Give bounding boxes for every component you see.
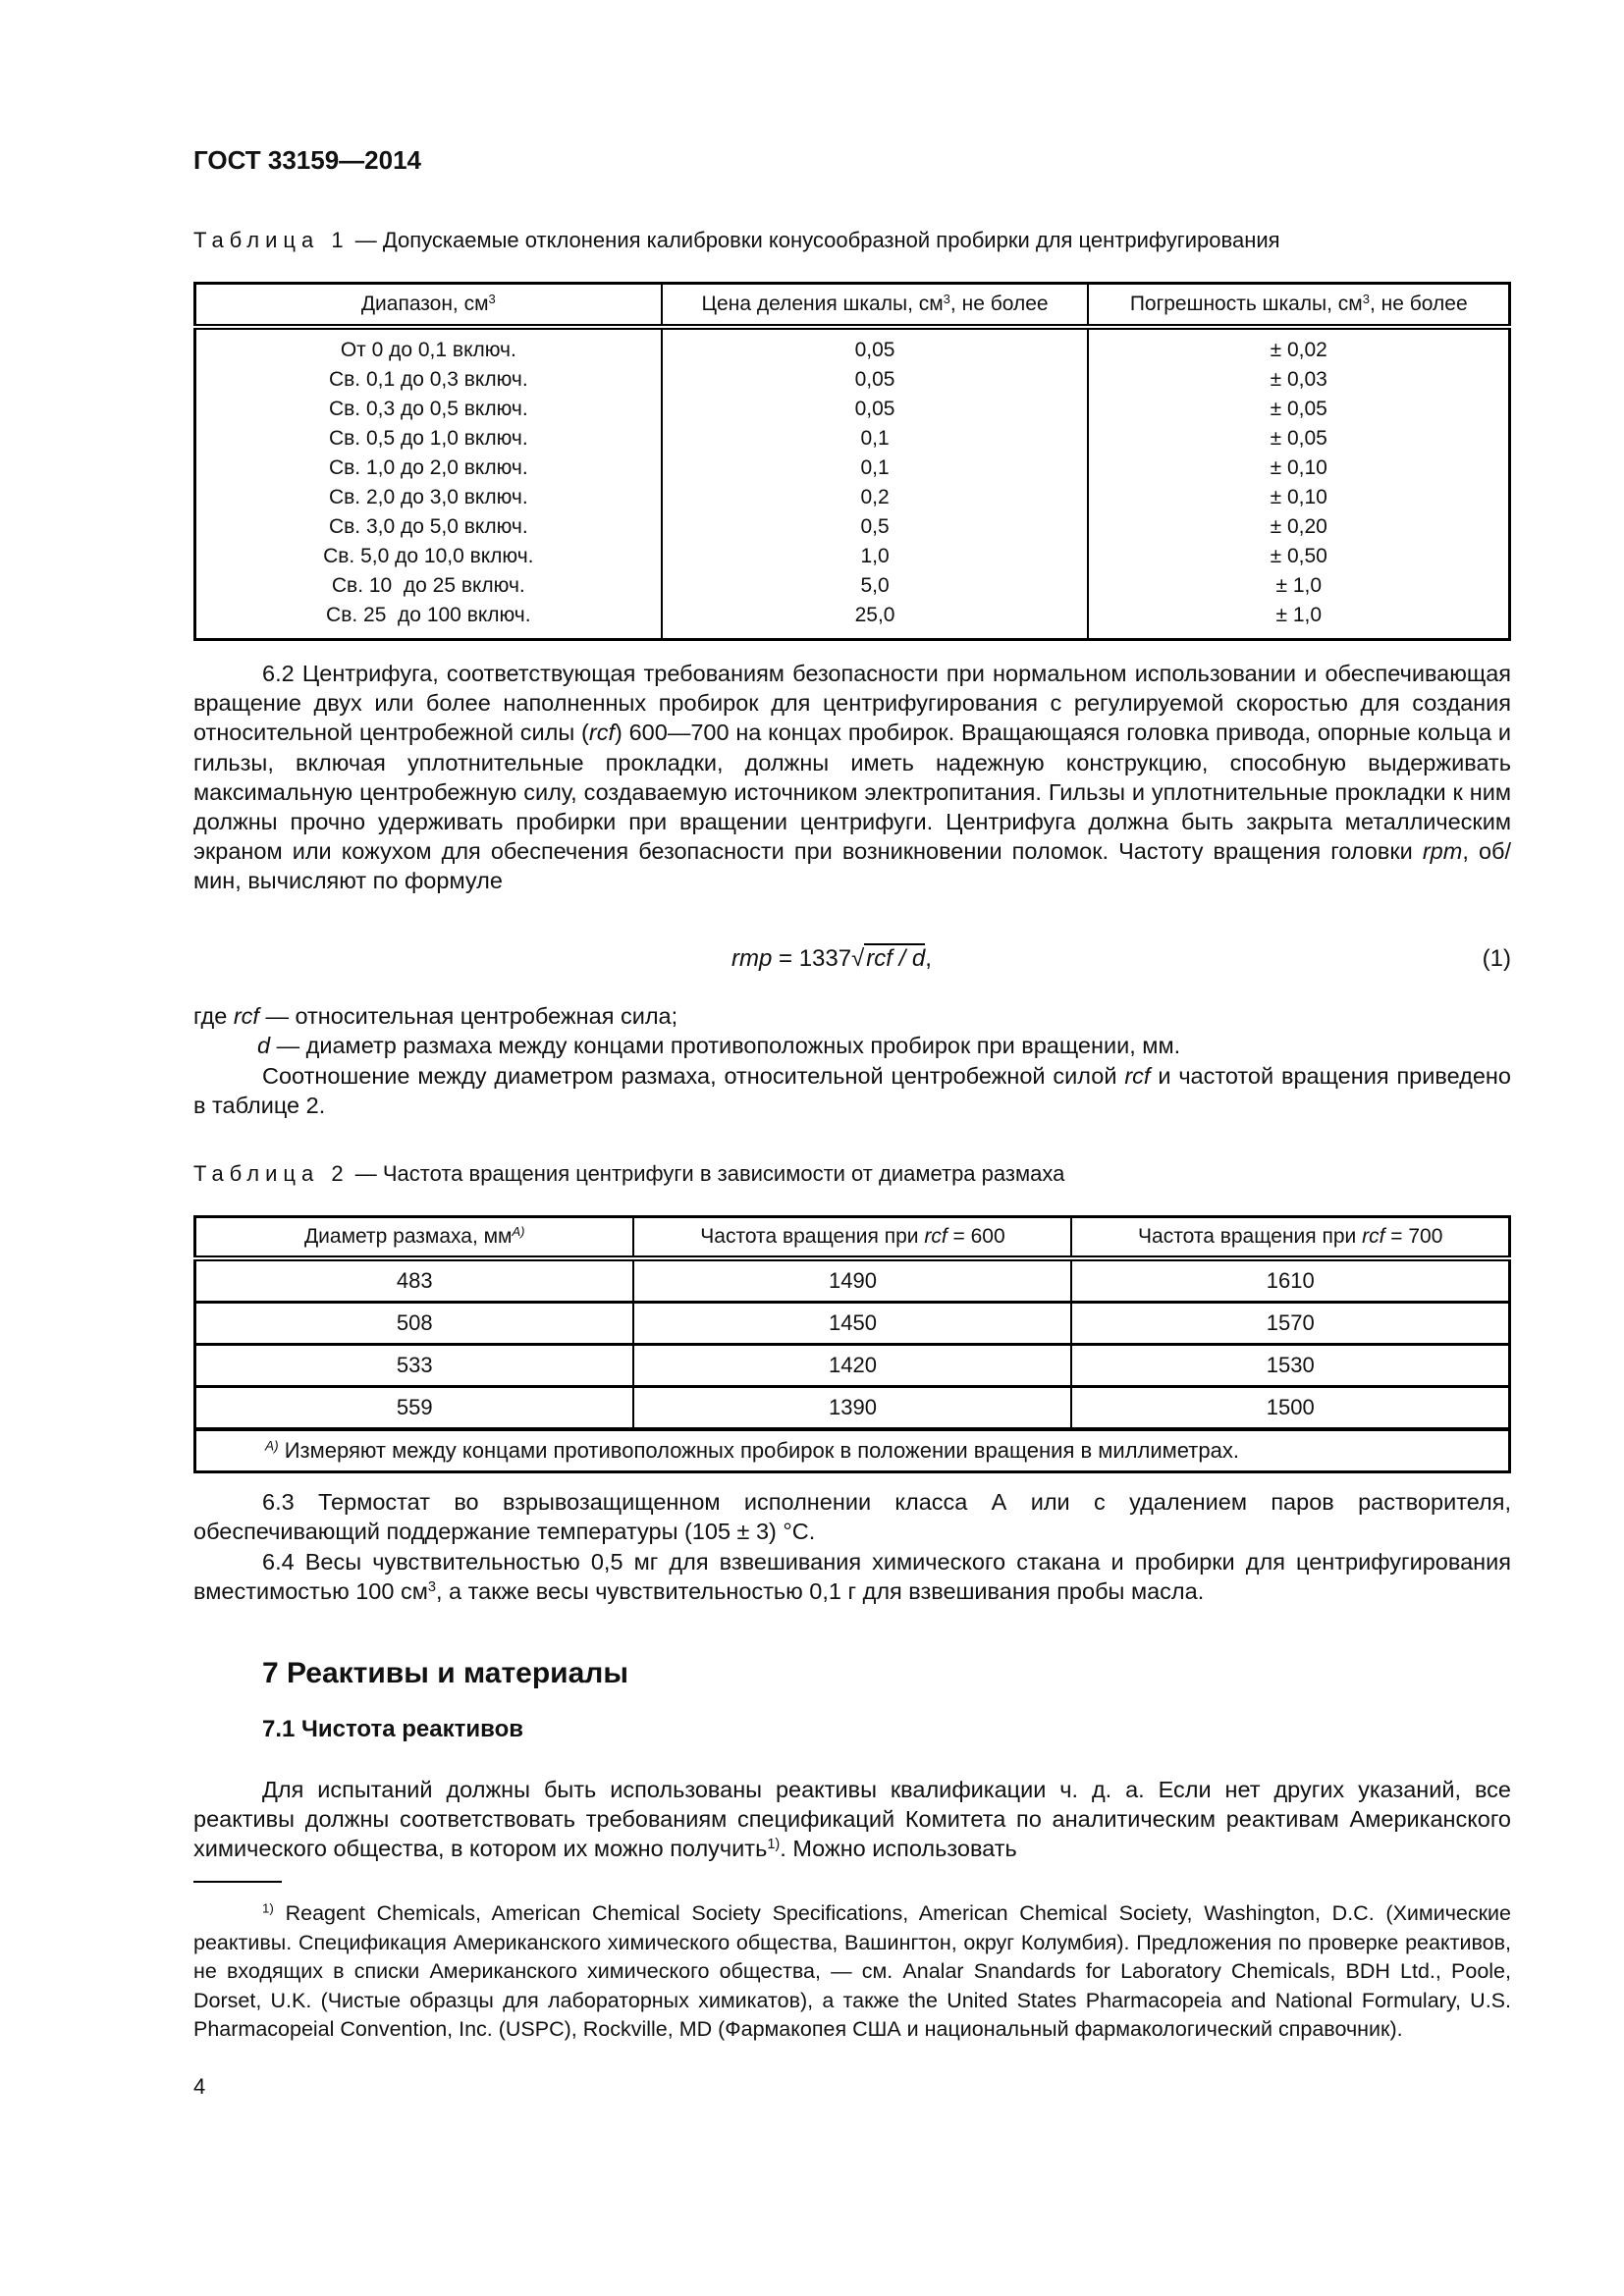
- table-cell: 1420: [633, 1345, 1071, 1387]
- table-cell: 483: [396, 1268, 433, 1293]
- paragraph-6-2: 6.2 Центрифуга, соответствующая требованиям безопасности при нормальном использовании и обеспечивающая вращение двух или более наполненных пробирок для центрифугирования с регулируемой скоростью для создания относительной центробежной силы (rcf) 600—700 на концах пробирок. Вращающаяся головка привода, опорные кольца и гильзы, включая уплотнительные прокладки, должны иметь надежную конструкцию, способную выдерживать максимальную центробежную силу, создаваемую источником электропитания. Гильзы и уплотнительные прокладки к ним должны прочно удерживать пробирки при вращении центрифуги. Центрифуга должна быть закрыта металлическим экраном или кожухом для обеспечения безопасности при возникновении поломок. Частоту вращения головки rpm, об/мин, вычисляют по формуле: [193, 661, 1512, 894]
- table2-caption: [193, 1161, 1064, 1187]
- table-cell: 533: [195, 1345, 634, 1387]
- page-number: 4: [193, 2074, 206, 2099]
- table-cell: Св. 3,0 до 5,0 включ.: [328, 515, 528, 538]
- section-7-1-heading: 7.1 Чистота реактивов: [262, 1716, 523, 1742]
- section-7-heading: 7 Реактивы и материалы: [262, 1657, 628, 1689]
- document-code: ГОСТ 33159—2014: [193, 145, 421, 175]
- table-cell: 25,0: [854, 604, 895, 626]
- table-cell: 0,05: [854, 368, 895, 391]
- paragraph-7-1: Для испытаний должны быть использованы реактивы квалификации ч. д. а. Если нет других указаний, все реактивы должны соответствовать требованиям спецификаций Комитета по аналитическим реактивам Американского химического общества, в котором их можно получить$^{1)}$. Можно использовать: [193, 1777, 1511, 1862]
- table-cell: 0,1: [860, 427, 890, 450]
- table2-caption-label: Таблица 2: [193, 1161, 350, 1186]
- table-cell: 1610: [1071, 1258, 1509, 1303]
- where-rcf: где rcf — относительная центробежная сила;: [193, 1003, 678, 1029]
- table-row: [195, 1345, 1510, 1387]
- table-cell: ± 0,10: [1270, 486, 1327, 508]
- table-cell: ± 0,03: [1270, 368, 1327, 391]
- table-cell: Св. 25 до 100 включ.: [326, 604, 531, 626]
- table-cell: Св. 2,0 до 3,0 включ.: [328, 486, 528, 508]
- calibration-tolerance-table: [193, 282, 1511, 641]
- range-column: [195, 327, 662, 640]
- table-row: [195, 1303, 1510, 1345]
- header-speed-700: Частота вращения при rcf = 700: [1071, 1217, 1509, 1259]
- header-range: Диапазон, $см^3$: [195, 284, 662, 328]
- formula-1: [193, 945, 1511, 985]
- table2-caption-text: — Частота вращения центрифуги в зависимости от диаметра размаха: [354, 1161, 1065, 1186]
- table-cell: 508: [195, 1303, 634, 1345]
- radicand: rcf / d: [866, 945, 926, 972]
- table-cell: ± 0,10: [1270, 456, 1327, 479]
- table-cell: Св. 5,0 до 10,0 включ.: [323, 545, 534, 567]
- table1-caption-text: — Допускаемые отклонения калибровки конусообразной пробирки для центрифугирования: [354, 228, 1280, 252]
- table-cell: От 0 до 0,1 включ.: [340, 339, 516, 361]
- sqrt-symbol: √: [851, 945, 865, 972]
- table-cell: 1390: [633, 1387, 1071, 1430]
- table-row: [195, 1387, 1510, 1430]
- paragraph-ratio: Соотношение между диаметром размаха, относительной центробежной силой rcf и частотой вращения приведено в таблице 2.: [193, 1063, 1511, 1119]
- table-cell: 0,1: [860, 456, 890, 479]
- table-cell: 1530: [1071, 1345, 1509, 1387]
- table-cell: 1450: [633, 1303, 1071, 1345]
- table-cell: ± 1,0: [1275, 574, 1323, 597]
- table-cell: ± 0,20: [1270, 515, 1327, 538]
- table-cell: Св. 0,5 до 1,0 включ.: [328, 427, 528, 450]
- scale-error-column: [1088, 327, 1509, 640]
- header-division-value: Цена деления шкалы, $см^3$, не более: [662, 284, 1089, 328]
- table-cell: 0,2: [860, 486, 890, 508]
- table-cell: 5,0: [860, 574, 890, 597]
- table-row: [195, 1258, 1510, 1303]
- footnote: $^{1)}$ Reagent Chemicals, American Chemical Society Specifications, American Chemical Society, Washington, D.C. (Химические реактивы. Спецификация Американского химического общества, Вашингтон, округ Колумбия). Предложения по проверке реактивов, не входящих в списки Американского химического общества, — см. Analar Snandards for Laboratory Chemicals, BDH Ltd., Poole, Dorset, U.K. (Чистые образцы для лабораторных химикатов), а также the United States Pharmacopeia and National Formulary, U.S. Pharmacopeial Convention, Inc. (USPC), Rockville, MD (Фармакопея США и национальный фармакологический справочник).: [193, 1900, 1511, 2041]
- paragraph-6-3: 6.3 Термостат во взрывозащищенном исполнении класса А или с удалением паров растворителя, обеспечивающий поддержание температуры (105 ± 3) °С.: [193, 1489, 1511, 1545]
- division-value-column: [662, 327, 1089, 640]
- formula-expression: rmp = 1337√rcf / d,: [731, 945, 932, 972]
- table1-caption: [193, 228, 1280, 253]
- formula-number: (1): [1482, 945, 1511, 972]
- table-body: [195, 327, 1510, 640]
- table-cell: 1570: [1071, 1303, 1509, 1345]
- table-cell: ± 0,50: [1270, 545, 1327, 567]
- table-cell: 0,05: [854, 398, 895, 420]
- table-cell: 559: [195, 1387, 634, 1430]
- rotation-speed-table: [193, 1215, 1511, 1473]
- header-scale-error: Погрешность шкалы, $см^3$, не более: [1088, 284, 1509, 328]
- table-cell: Св. 0,3 до 0,5 включ.: [328, 398, 528, 420]
- table-cell: 1,0: [860, 545, 890, 567]
- header-diameter: Диаметр размаха, $мм^{A)}$: [195, 1217, 634, 1259]
- table-cell: Св. 1,0 до 2,0 включ.: [328, 456, 528, 479]
- table-cell: 0,05: [854, 339, 895, 361]
- table-note: $^{A)}$ Измеряют между концами противоположных пробирок в положении вращения в миллиметрах.: [195, 1429, 1510, 1472]
- table-header-row: [195, 284, 1510, 328]
- table-cell: ± 0,05: [1270, 398, 1327, 420]
- table-header-row: [195, 1217, 1510, 1259]
- header-speed-600: Частота вращения при rcf = 600: [633, 1217, 1071, 1259]
- table-cell: Св. 0,1 до 0,3 включ.: [328, 368, 528, 391]
- table-cell: Св. 10 до 25 включ.: [331, 574, 525, 597]
- table-cell: ± 1,0: [1275, 604, 1323, 626]
- paragraph-6-4: 6.4 Весы чувствительностью 0,5 мг для взвешивания химического стакана и пробирки для центрифугирования вместимостью 100 $см^3$, а также весы чувствительностью 0,1 г для взвешивания пробы масла.: [193, 1549, 1511, 1605]
- table-cell: ± 0,05: [1270, 427, 1327, 450]
- table-note-row: [195, 1429, 1510, 1472]
- table-cell: 0,5: [860, 515, 890, 538]
- table1-caption-label: Таблица 1: [193, 228, 350, 252]
- table-cell: 1500: [1071, 1387, 1509, 1430]
- table-cell: 1490: [633, 1258, 1071, 1303]
- table-cell: ± 0,02: [1270, 339, 1327, 361]
- footnote-ref[interactable]: 1): [767, 1837, 781, 1853]
- where-d: d — диаметр размаха между концами противоположных пробирок при вращении, мм.: [257, 1033, 1181, 1058]
- footnote-divider: [193, 1881, 282, 1883]
